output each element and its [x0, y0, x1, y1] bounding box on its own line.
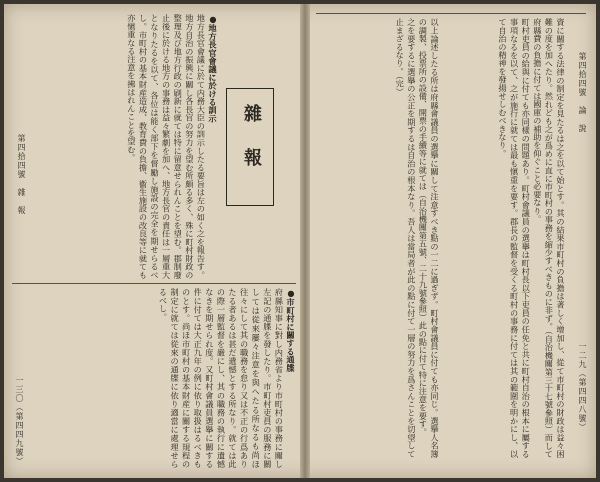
right-running-header: 第四拾四號 論 說 — [578, 52, 587, 133]
book-gutter — [300, 4, 310, 478]
left-page-folio: 一三〇（第四四九號） — [15, 376, 24, 466]
article-body-governors-meeting: 地方長官會議に於て内務大臣の訓示したる要旨は左の如く之を報告す。地方自治の振興に關し各長官の努力を望む所頗る多く、殊に町村財政の整理及び地方行政の刷新に就ては特に留意せられんことを望む。郡制廢止後に於ける地方の事務は益々繁劇を加へ、地方長官の責任は一層重大となりたるを以て、各位は能く部下を督勵し施設の完全を期せらるべし。市町村の基本財産造成、教育費の負擔、衞生施設の改良等に就ても亦愼重なる注意を拂はれんことを望む。 — [126, 14, 207, 279]
right-top-rule — [316, 13, 586, 14]
left-upper-column — [34, 14, 218, 279]
book-spread — [4, 4, 596, 478]
right-paragraph-1: 資に關する法律の制定を見たるは之を以て始とす。其の結果市町村の負擔は著しく增加し、從て市町村の財政は益々困難の度を加へたり。然れども之が爲めに直に市町村の事務を縮少すべきものに非ず。（自治機關第三十七號參照）而して府縣費の負擔に付ては國庫の補助を仰ぐこと必要なり。 — [532, 18, 566, 458]
article-body-municipal-notice: 府縣知事に對し内務省より市町村の事務に關し左記の通牒を發したり。市町村吏員の服務に關しては從來屢々注意を與へたる所なるも尚ほ往々にして其の職務を怠り又は不正の行爲ありたる者あるは甚だ遺憾とする所なり。就ては此の際一層監督を嚴にし、其の職務の執行に遺憾なきを期せられ度。又町村會議員選擧に關する件に付ては大正九年の例に依り取扱はるべきものとす。尚ほ市町村の基本財産に關する規程の制定に就ては從來の通牒に依り適當に處理せらるべし。 — [158, 288, 285, 468]
right-paragraph-2: 町村吏員の給與に付ても亦同樣の問題あり。町村會議員の選擧は町村長以下吏員の任免と共に町村自治の根本に屬する事項なるを以て、之が施行に就ては最も愼重を要す。郡長の監督を受くる町村の事務に付ては其の範圍を明かにし、以て自治の精神を發揚せしむべきなり。 — [498, 18, 532, 458]
right-paragraph-3: 以上論述したる所は府縣會議員の選擧に關して注意すべき點の一二に過ぎず。町村會議員に付ても亦同じ。選擧人名簿の調製、投票所の設備、開票の手續等に就ては（自治機關第五號、二十九號參照）此の點に付て特に注意を要す。 — [418, 18, 440, 458]
article-heading-governors-meeting: ●地方長官會議に於ける訓示 — [208, 14, 218, 123]
left-page — [4, 4, 300, 478]
left-middle-rule — [12, 283, 296, 284]
article-heading-municipal-notice: ●市町村に關する通牒 — [286, 288, 296, 372]
left-running-header: 第四拾四號 雜 報 — [17, 134, 26, 215]
section-title: 雜 報 — [241, 104, 262, 170]
right-page-folio: 一二九（第四四八號） — [578, 342, 587, 432]
right-column-1 — [446, 18, 566, 458]
right-column-2 — [322, 18, 440, 458]
left-lower-column — [34, 288, 296, 468]
right-page — [310, 4, 596, 478]
right-paragraph-4: 之を要するに選擧の公正を期するは自治の根本なり。吾人は當局者が此の點に付て一層の努力を爲さんことを切望して止まざるなり。（完） — [395, 18, 417, 458]
